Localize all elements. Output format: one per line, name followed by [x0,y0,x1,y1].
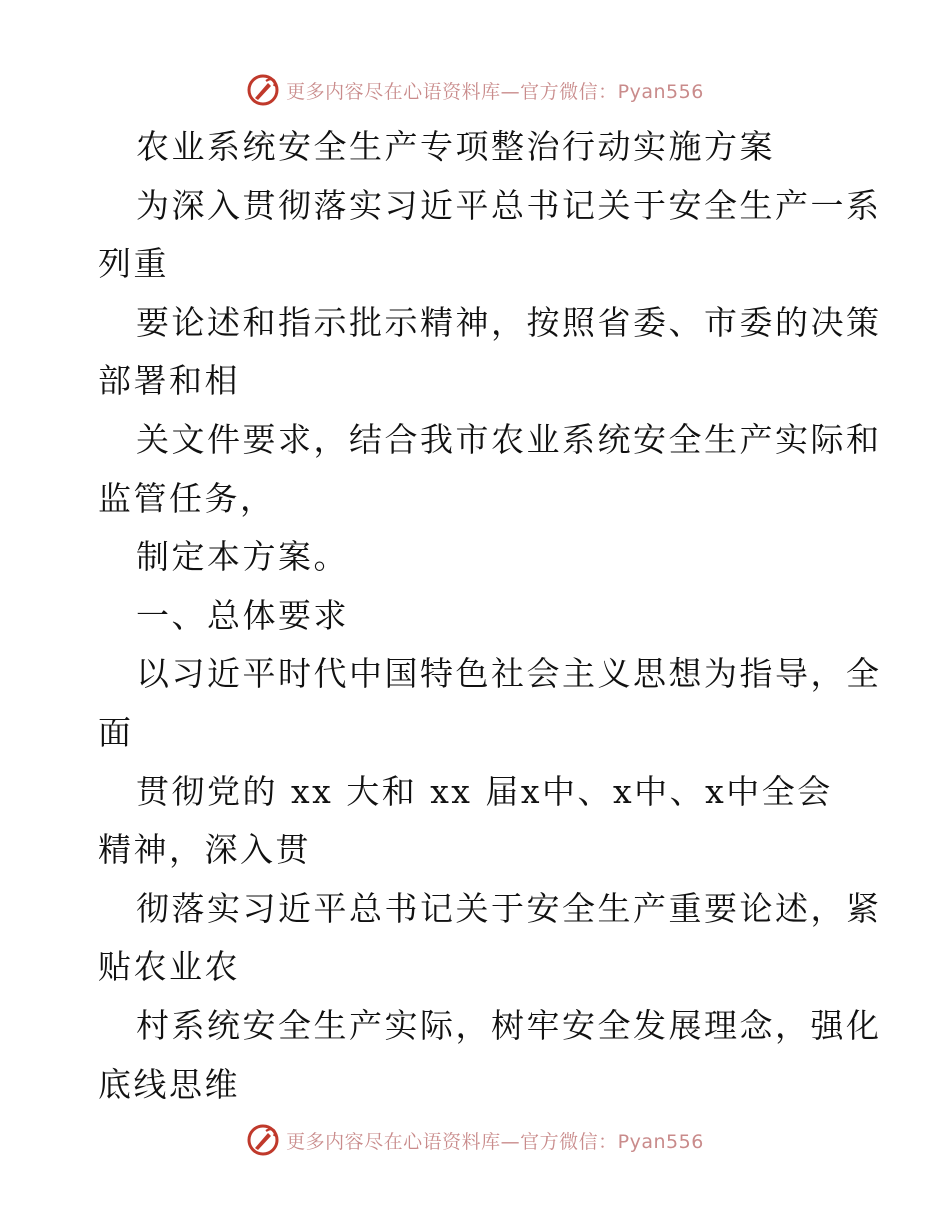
doc-line: 部署和相 [98,361,240,401]
doc-line: 为深入贯彻落实习近平总书记关于安全生产一系 [136,185,882,225]
watermark-text: 更多内容尽在心语资料库—官方微信：Pyan556 [286,1130,704,1153]
doc-line: 底线思维 [98,1064,240,1104]
doc-line: 关文件要求，结合我市农业系统安全生产实际和 [136,419,882,459]
doc-line: 精神，深入贯 [98,830,311,870]
footer-watermark [0,1120,950,1160]
watermark-text: 更多内容尽在心语资料库—官方微信：Pyan556 [286,80,704,103]
doc-line: 彻落实习近平总书记关于安全生产重要论述，紧 [136,888,882,928]
doc-line: 贯彻党的 xx 大和 xx 届x中、x中、x中全会 [136,771,833,811]
doc-line: 以习近平时代中国特色社会主义思想为指导，全 [136,654,882,694]
doc-line: 农业系统安全生产专项整治行动实施方案 [136,127,775,166]
feather-pen-seal-icon [246,1123,280,1157]
doc-line: 制定本方案。 [136,537,349,577]
doc-line: 要论述和指示批示精神，按照省委、市委的决策 [136,302,882,342]
section-heading: 一、总体要求 [136,595,349,635]
doc-line: 村系统安全生产实际，树牢安全发展理念，强化 [136,1005,882,1045]
doc-line: 列重 [98,244,169,284]
doc-line: 贴农业农 [98,947,240,987]
doc-line: 监管任务， [98,478,276,518]
feather-pen-seal-icon [246,73,280,107]
document-body [98,118,882,1114]
doc-line: 面 [98,712,134,752]
header-watermark [0,70,950,110]
